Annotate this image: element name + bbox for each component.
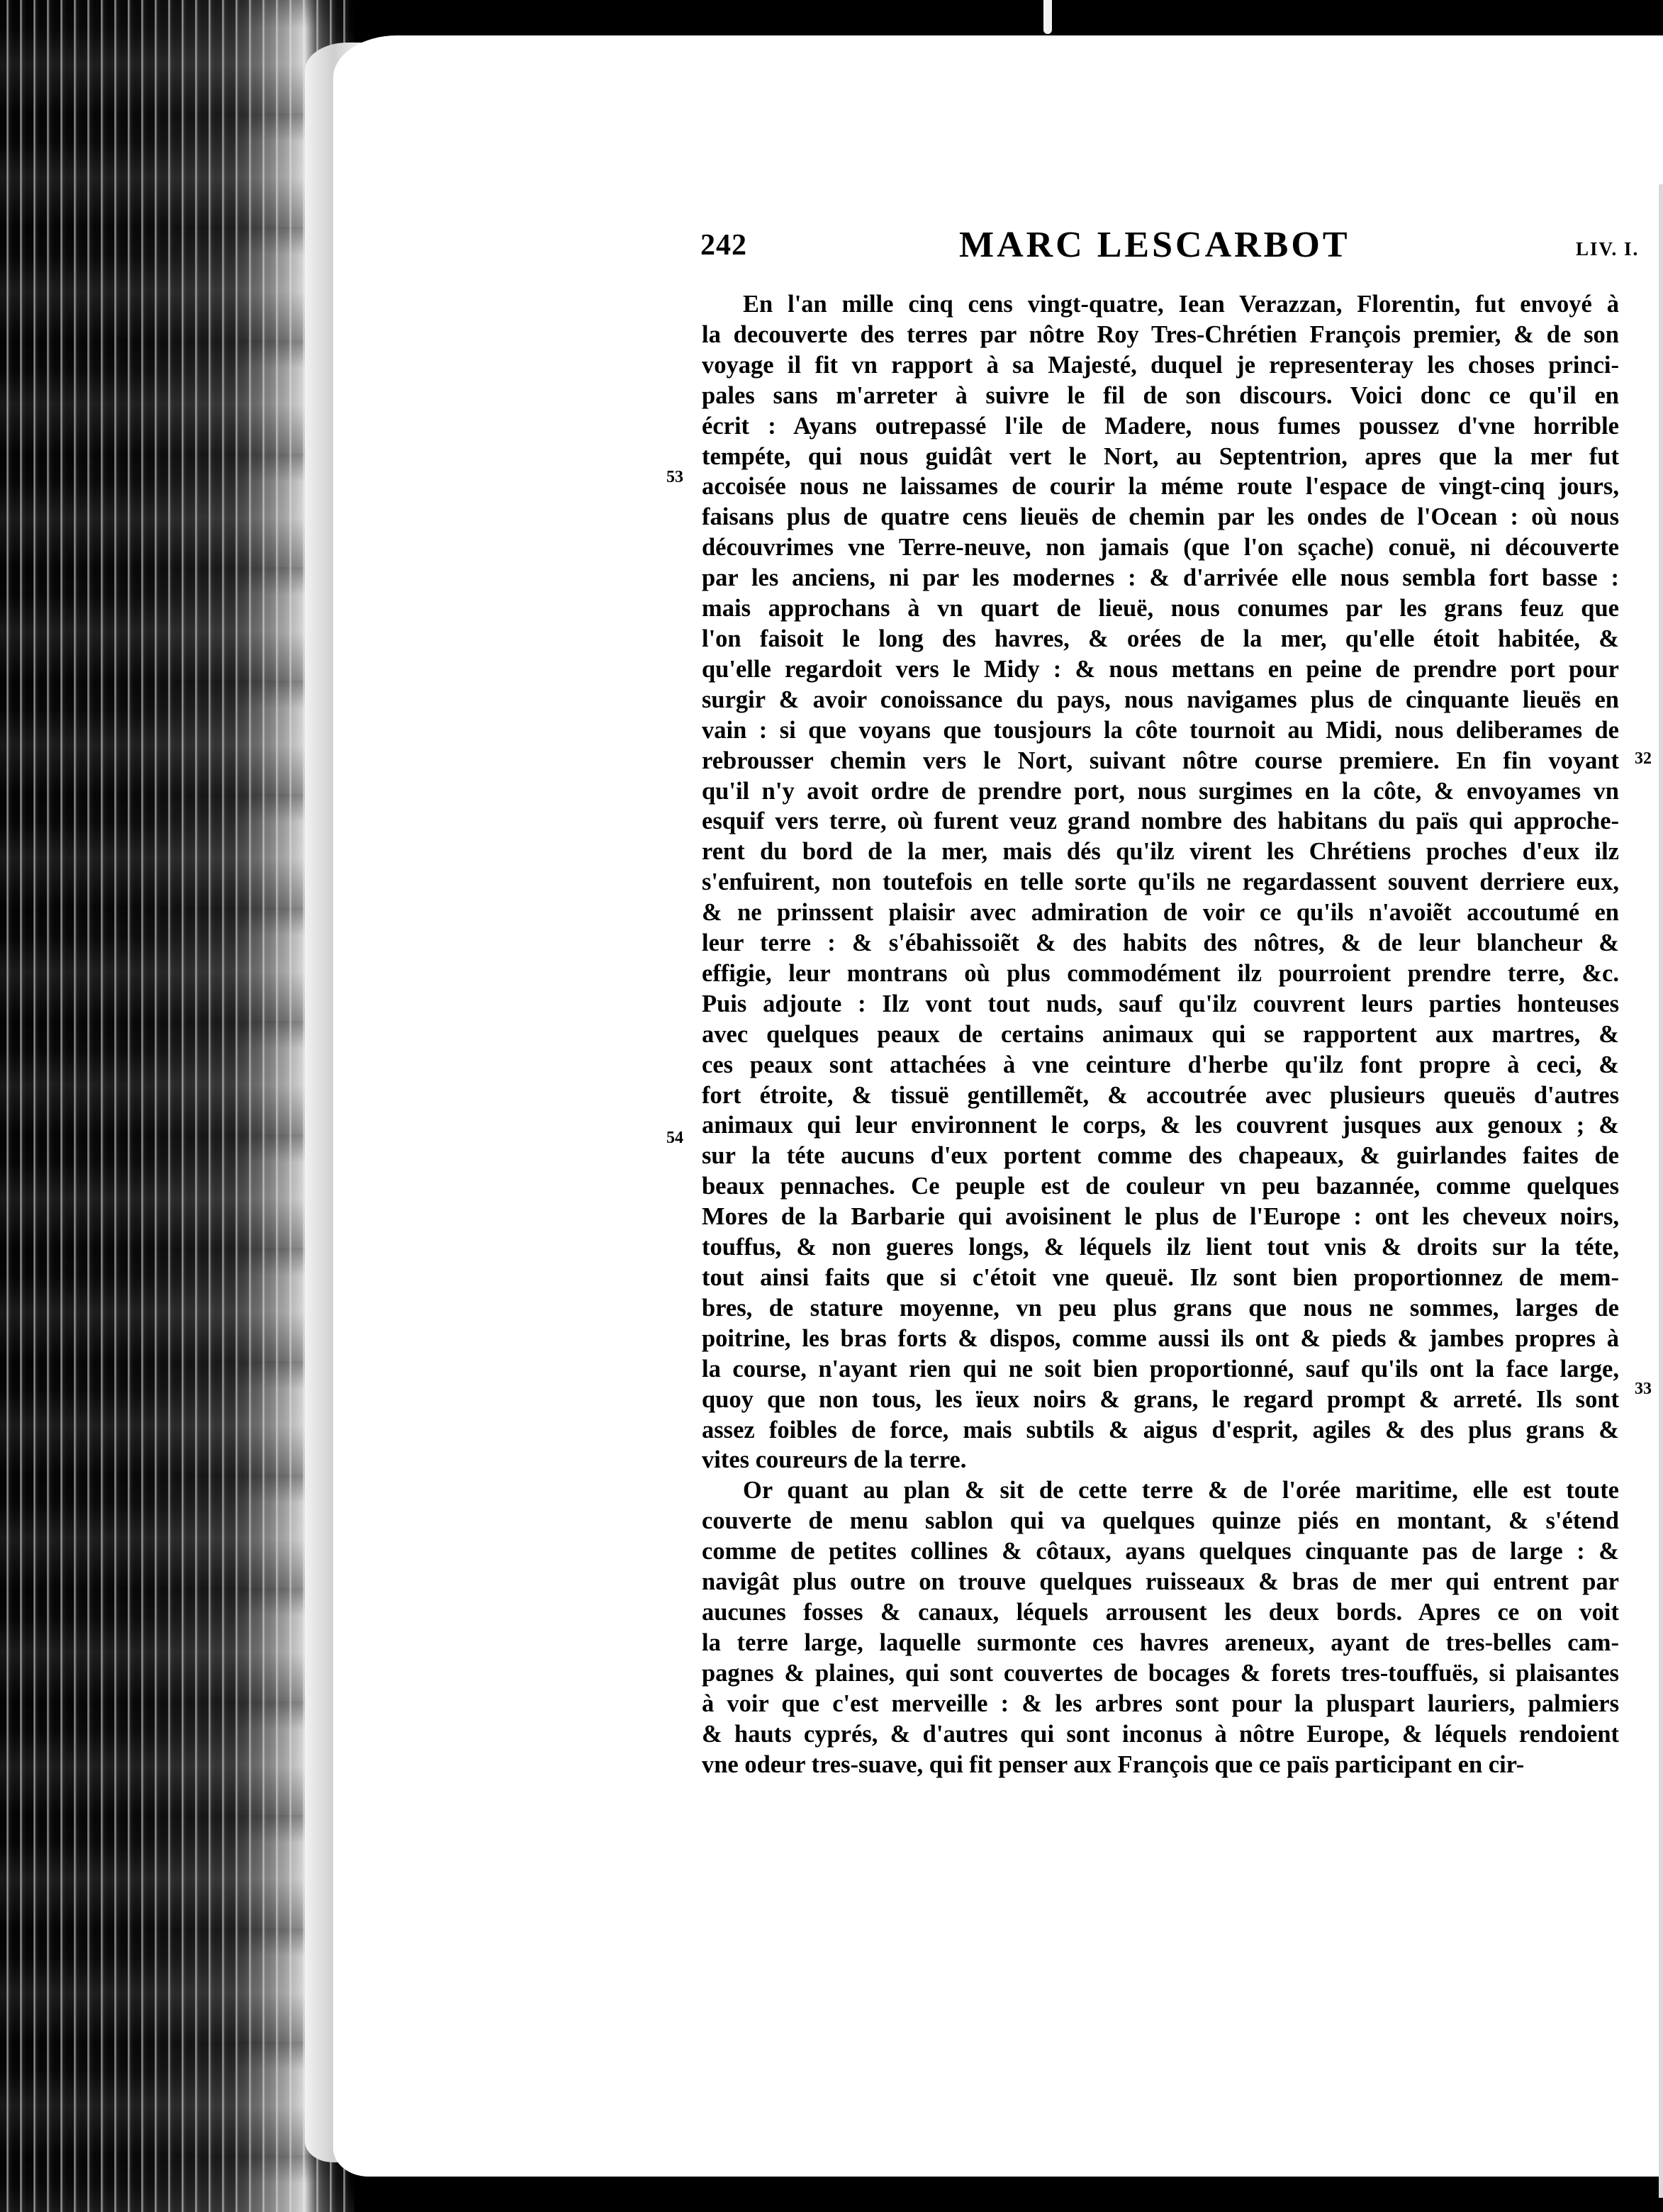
- text-line: surgir & avoir conoissance du pays, nous navigames plus de cinquante lieuës en: [702, 686, 1619, 713]
- book-page-edges: [0, 0, 354, 2212]
- text-line: comme de petites collines & côtaux, ayans quelques cinquante pas de large : &: [702, 1538, 1619, 1565]
- running-title: MARC LESCARBOT: [959, 225, 1350, 265]
- text-line: qu'elle regardoit vers le Midy : & nous mettans en peine de prendre port pour: [702, 655, 1619, 683]
- text-line: Mores de la Barbarie qui avoisinent le plus de l'Europe : ont les cheveux noirs,: [702, 1203, 1619, 1231]
- text-line: mais approchans à vn quart de lieuë, nous conumes par les grans feuz que: [702, 595, 1619, 622]
- text-line: En l'an mille cinq cens vingt-quatre, Iean Verazzan, Florentin, fut envoyé à: [743, 291, 1619, 318]
- book-reference: LIV. I.: [1576, 238, 1640, 259]
- text-line: pagnes & plaines, qui sont couvertes de bocages & forets tres-touffuës, si plaisantes: [702, 1659, 1619, 1687]
- text-line: qu'il n'y avoit ordre de prendre port, nous surgimes en la côte, & envoyames vn: [702, 777, 1619, 805]
- text-line: avec quelques peaux de certains animaux qui se rapportent aux martres, &: [702, 1020, 1619, 1048]
- text-line: tout ainsi faits que si c'étoit vne queuë. Ilz sont bien proportionnez de mem-: [702, 1264, 1619, 1291]
- text-line: rent du bord de la mer, mais dés qu'ilz virent les Chrétiens proches d'eux ilz: [702, 838, 1619, 866]
- margin-note-53: 53: [666, 468, 683, 486]
- text-line: la decouverte des terres par nôtre Roy Tres-Chrétien François premier, & de son: [702, 320, 1619, 348]
- text-line: effigie, leur montrans où plus commodément ilz pourroient prendre terre, &c.: [702, 959, 1619, 987]
- text-line: poitrine, les bras forts & dispos, comme aussi ils ont & pieds & jambes propres à: [702, 1324, 1619, 1352]
- page-right-edge: [1659, 184, 1663, 2198]
- text-line: voyage il fit vn rapport à sa Majesté, duquel je representeray les choses princi-: [702, 351, 1619, 379]
- text-line: faisans plus de quatre cens lieuës de chemin par les ondes de l'Ocean : où nous: [702, 503, 1619, 531]
- margin-note-32: 32: [1635, 749, 1652, 768]
- text-line: pales sans m'arreter à suivre le fil de son discours. Voici donc ce qu'il en: [702, 381, 1619, 409]
- text-line: rebrousser chemin vers le Nort, suivant nôtre course premiere. En fin voyant: [702, 747, 1619, 774]
- running-head: [700, 225, 1657, 278]
- text-line: vites coureurs de la terre.: [702, 1446, 967, 1474]
- text-line: ces peaux sont attachées à vne ceinture d'herbe qu'ilz font propre à ceci, &: [702, 1051, 1619, 1078]
- page-number: 242: [700, 229, 747, 262]
- text-line: par les anciens, ni par les modernes : & d'arrivée elle nous sembla fort basse :: [702, 564, 1619, 592]
- paragraph-coast-description: [702, 1475, 1619, 1780]
- text-line: leur terre : & s'ébahissoiẽt & des habits des nôtres, & de leur blancheur &: [702, 929, 1619, 957]
- paragraph-verrazzano-voyage: [702, 289, 1619, 1475]
- text-line: Puis adjoute : Ilz vont tout nuds, sauf qu'ilz couvrent leurs parties honteuses: [702, 990, 1619, 1017]
- text-line: beaux pennaches. Ce peuple est de couleur vn peu bazannée, comme quelques: [702, 1173, 1619, 1200]
- text-line: la course, n'ayant rien qui ne soit bien proportionné, sauf qu'ils ont la face large,: [702, 1355, 1619, 1382]
- text-line: esquif vers terre, où furent veuz grand nombre des habitans du païs qui approche-: [702, 808, 1619, 835]
- text-line: & hauts cyprés, & d'autres qui sont inconus à nôtre Europe, & léquels rendoient: [702, 1720, 1619, 1748]
- body-text: [702, 289, 1619, 1780]
- text-line: à voir que c'est merveille : & les arbres sont pour la pluspart lauriers, palmiers: [702, 1689, 1619, 1717]
- text-line: navigât plus outre on trouve quelques ruisseaux & bras de mer qui entrent par: [702, 1568, 1619, 1596]
- text-line: & ne prinssent plaisir avec admiration de voir ce qu'ils n'avoiẽt accoutumé en: [702, 899, 1619, 927]
- text-line: sur la téte aucuns d'eux portent comme des chapeaux, & guirlandes faites de: [702, 1142, 1619, 1170]
- text-line: assez foibles de force, mais subtils & aigus d'esprit, agiles & des plus grans &: [702, 1416, 1619, 1443]
- text-line: l'on faisoit le long des havres, & orées de la mer, qu'elle étoit habitée, &: [702, 625, 1619, 652]
- bookmark-ribbon: [1043, 0, 1052, 34]
- text-line: découvrimes vne Terre-neuve, non jamais (que l'on sçache) conuë, ni découverte: [702, 534, 1619, 562]
- text-line: s'enfuirent, non toutefois en telle sorte qu'ils ne regardassent souvent derriere eux,: [702, 868, 1619, 896]
- margin-note-33: 33: [1635, 1380, 1652, 1398]
- text-line: quoy que non tous, les ïeux noirs & grans, le regard prompt & arreté. Ils sont: [702, 1385, 1619, 1413]
- text-line: couverte de menu sablon qui va quelques quinze piés en montant, & s'étend: [702, 1507, 1619, 1535]
- text-line: aucunes fosses & canaux, léquels arrousent les deux bords. Apres ce on voit: [702, 1598, 1619, 1626]
- text-line: fort étroite, & tissuë gentillemẽt, & accoutrée avec plusieurs queuës d'autres: [702, 1081, 1619, 1109]
- text-line: écrit : Ayans outrepassé l'ile de Madere, nous fumes poussez d'vne horrible: [702, 412, 1619, 440]
- text-line: touffus, & non gueres longs, & léquels ilz lient tout vnis & droits sur la téte,: [702, 1234, 1619, 1261]
- text-line: Or quant au plan & sit de cette terre & de l'orée maritime, elle est toute: [743, 1477, 1619, 1504]
- text-line: vain : si que voyans que tousjours la côte tournoit au Midi, nous deliberames de: [702, 716, 1619, 744]
- text-line: accoisée nous ne laissames de courir la méme route l'espace de vingt-cinq jours,: [702, 473, 1619, 501]
- text-line: tempéte, qui nous guidât vert le Nort, au Septentrion, apres que la mer fut: [702, 442, 1619, 470]
- text-line: bres, de stature moyenne, vn peu plus grans que nous ne sommes, larges de: [702, 1294, 1619, 1322]
- text-line: vne odeur tres-suave, qui fit penser aux François que ce païs participant en cir-: [702, 1750, 1525, 1778]
- text-line: animaux qui leur environnent le corps, & les couvrent jusques aux genoux ; &: [702, 1112, 1619, 1139]
- text-line: la terre large, laquelle surmonte ces havres areneux, ayant de tres-belles cam-: [702, 1629, 1619, 1656]
- margin-note-54: 54: [666, 1129, 683, 1147]
